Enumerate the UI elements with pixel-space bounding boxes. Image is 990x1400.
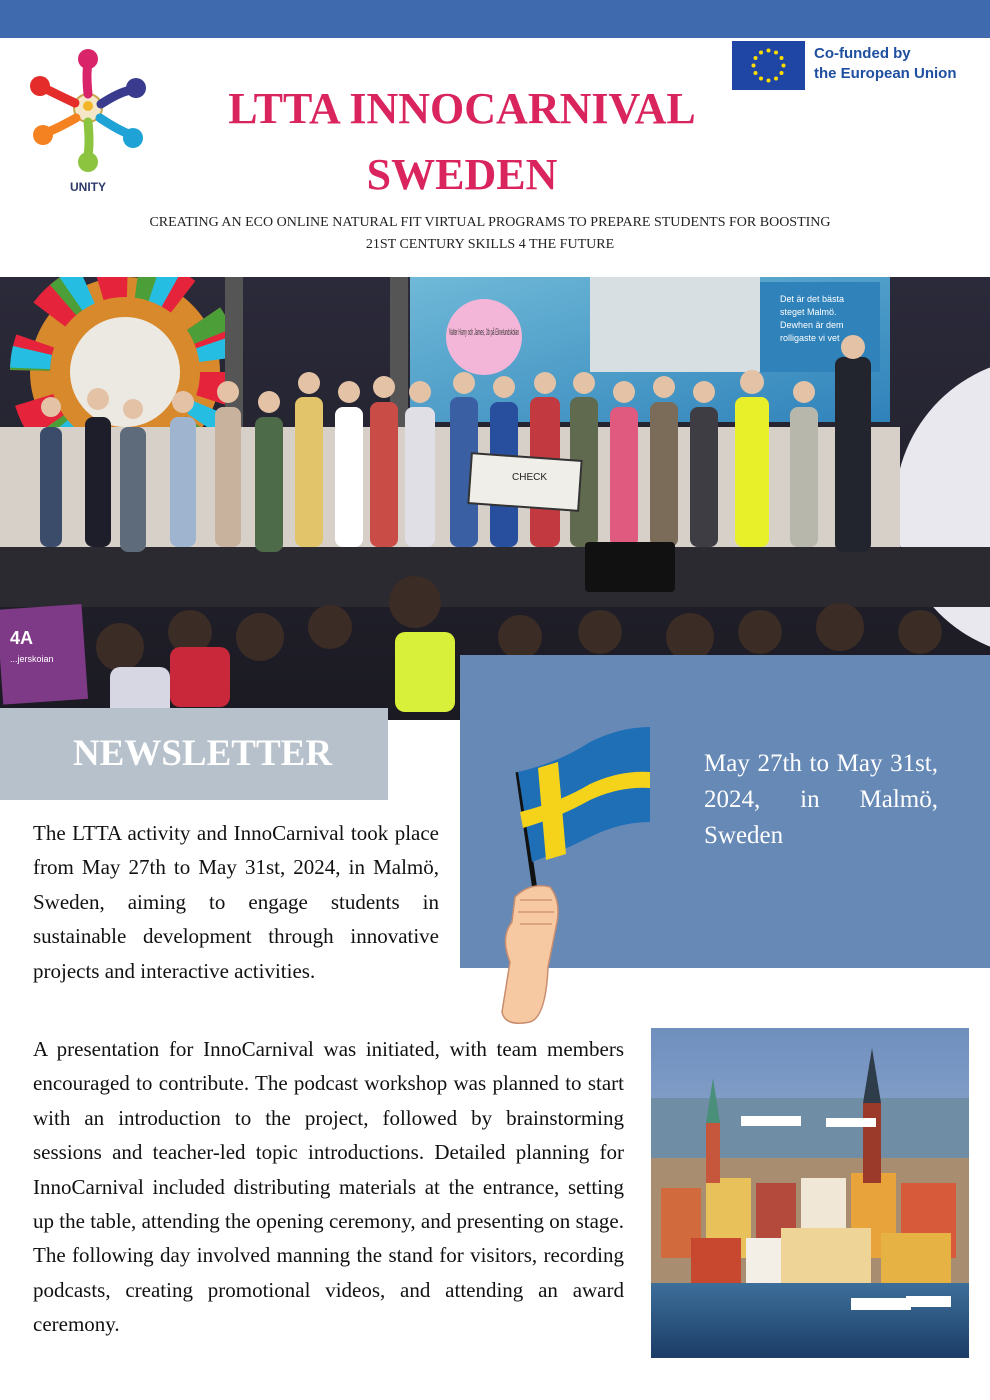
title-line-2: SWEDEN	[366, 150, 558, 199]
check-board-text: CHECK	[512, 472, 548, 483]
eu-star	[767, 49, 771, 53]
unity-logo-icon	[26, 46, 150, 178]
eu-cofunded-badge	[732, 41, 982, 91]
eu-text-line-1: Co-funded by	[814, 45, 911, 62]
eu-star	[779, 56, 783, 60]
eu-star	[767, 79, 771, 83]
svg-text:steget Malmö.: steget Malmö.	[780, 307, 837, 317]
city-scene-illustration	[651, 1028, 969, 1358]
room-sign-subtext: ...jerskoian	[10, 654, 54, 664]
svg-text:rolligaste vi vet: rolligaste vi vet	[780, 333, 840, 343]
eu-star	[774, 51, 778, 55]
eu-star	[752, 64, 756, 68]
stage-scene-illustration	[0, 277, 990, 720]
intro-paragraph: The LTTA activity and InnoCarnival took place from May 27th to May 31st, 2024, in Malmö, Sweden, aiming to engage students in sustainable development through innovative projects and interactive activities.	[33, 821, 439, 983]
stockholm-city-image	[651, 1028, 969, 1358]
newsletter-label: NEWSLETTER	[72, 733, 333, 774]
eu-star	[779, 71, 783, 75]
details-paragraph: A presentation for InnoCarnival was initiated, with team members encouraged to contribute. The podcast workshop was planned to start with an introduction to the project, followed by brainstorming sessions and teacher-led topic introductions. Detailed planning for InnoCarnival included distributing materials at the entrance, setting up the table, attending the opening ceremony, and presenting on stage. The following day involved manning the stand for visitors, recording podcasts, creating promotional videos, and attending an award ceremony.	[33, 1037, 624, 1337]
eu-star	[754, 56, 758, 60]
screen-bubble-text: Valter Harry och James, 3b på Elinelundskolan	[449, 327, 519, 337]
swedish-flag-hand-illustration	[490, 722, 670, 1032]
svg-text:Dewhen är dem: Dewhen är dem	[780, 320, 844, 330]
date-text: May 27th to May 31st, 2024, in Malmö, Sweden	[704, 750, 938, 849]
eu-text-line-2: the European Union	[814, 65, 957, 82]
title-line-1: LTTA INNOCARNIVAL	[228, 84, 696, 133]
eu-star	[754, 71, 758, 75]
eu-star	[774, 76, 778, 80]
eu-star	[759, 51, 763, 55]
swedish-flag-icon	[490, 722, 670, 1032]
room-sign-text: 4A	[10, 628, 34, 648]
subtitle	[60, 212, 920, 256]
top-color-bar	[0, 0, 990, 38]
subtitle-line-2: 21ST CENTURY SKILLS 4 THE FUTURE	[365, 237, 615, 252]
page-title	[160, 76, 764, 208]
unity-logo	[26, 46, 154, 196]
subtitle-line-1: CREATING AN ECO ONLINE NATURAL FIT VIRTUAL PROGRAMS TO PREPARE STUDENTS FOR BOOSTING	[149, 215, 831, 230]
logo-text: UNITY	[70, 180, 106, 194]
stage-photo	[0, 277, 990, 720]
eu-flag-icon	[732, 41, 805, 90]
eu-star	[759, 76, 763, 80]
svg-text:Det är det bästa: Det är det bästa	[780, 294, 845, 304]
eu-text	[814, 44, 957, 84]
eu-star	[782, 64, 786, 68]
newsletter-banner	[0, 708, 388, 800]
